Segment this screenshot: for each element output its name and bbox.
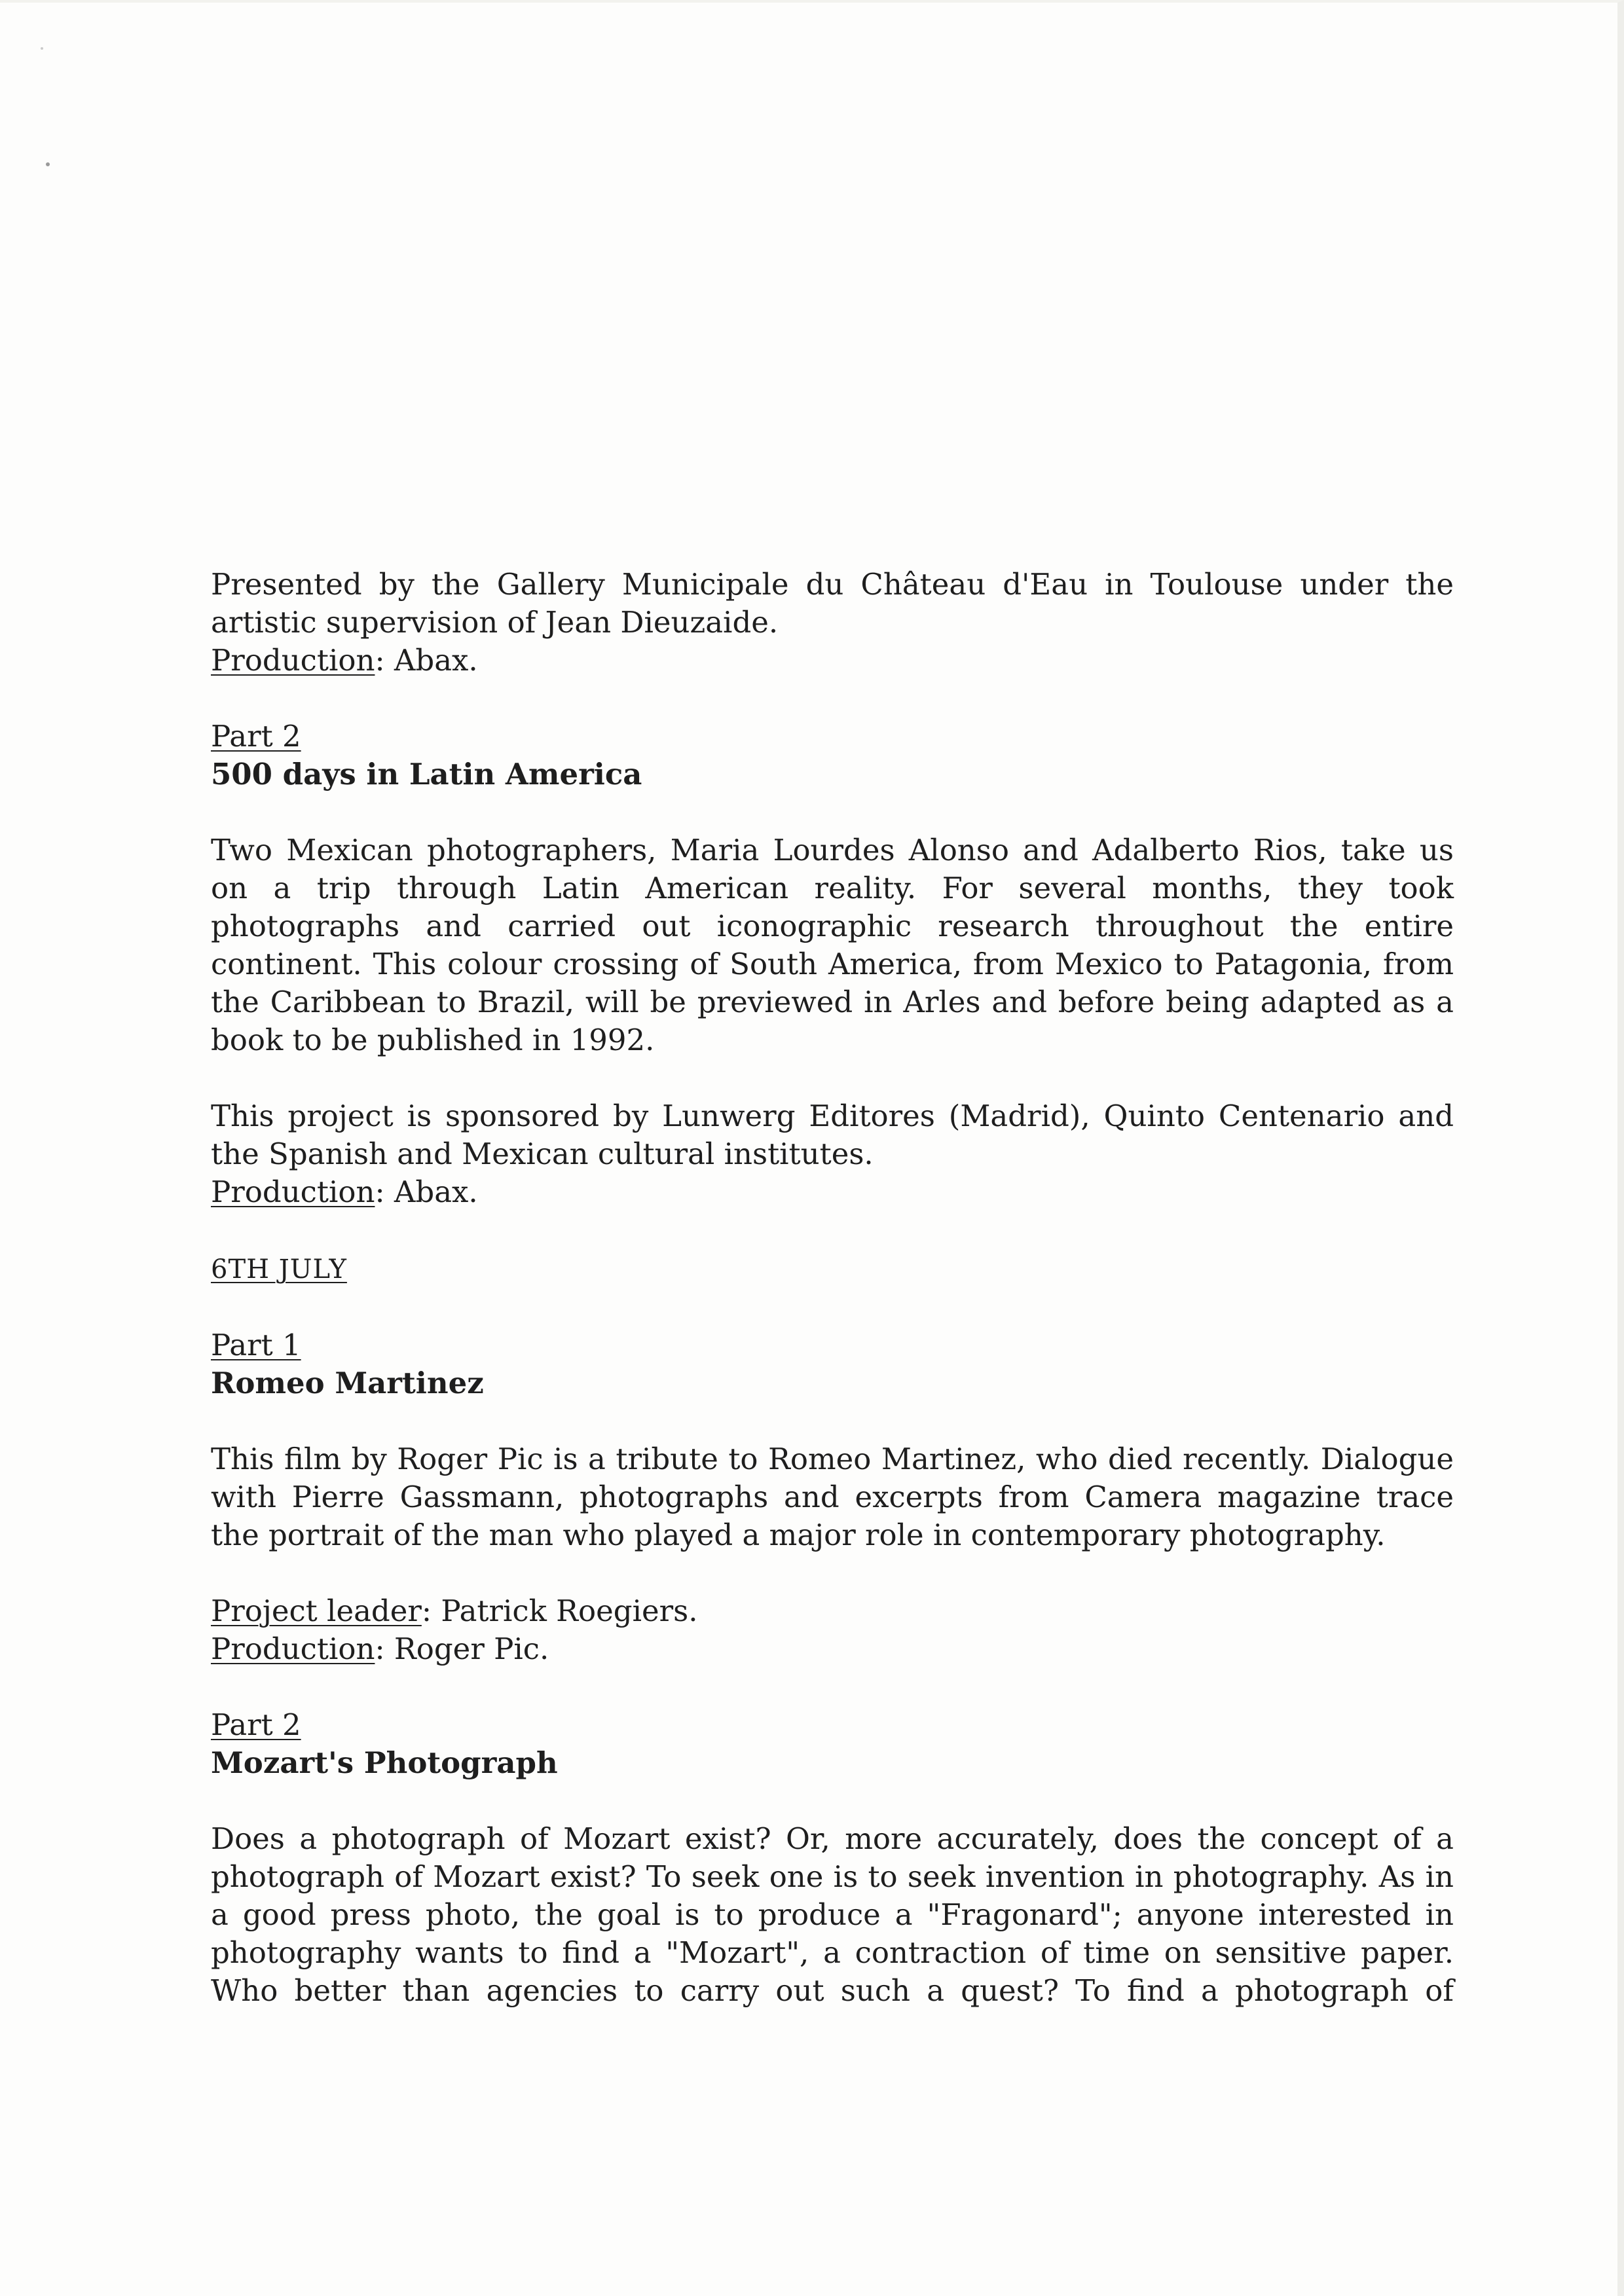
- production-line: [211, 642, 1454, 680]
- scan-speck: [46, 162, 50, 166]
- date-heading-text: 6TH JULY: [211, 1254, 347, 1285]
- part-label: [211, 718, 1454, 756]
- project-leader-value: : Patrick Roegiers.: [421, 1594, 698, 1628]
- part-label-text: Part 1: [211, 1328, 301, 1362]
- document-body: [211, 566, 1454, 2010]
- scan-speck: [41, 47, 43, 50]
- part-label: [211, 1326, 1454, 1364]
- production-line: [211, 1630, 1454, 1668]
- date-heading: [211, 1249, 1454, 1288]
- part-label: [211, 1706, 1454, 1744]
- production-value: : Roger Pic.: [375, 1631, 549, 1666]
- project-leader-line: [211, 1592, 1454, 1630]
- sponsor-paragraph: This project is sponsored by Lunwerg Editores (Madrid), Quinto Centenario and the Spanish and Mexican cultural institutes.: [211, 1099, 1454, 1171]
- section-title: Mozart's Photograph: [211, 1745, 558, 1780]
- section-title: 500 days in Latin America: [211, 757, 642, 792]
- production-label: Production: [211, 643, 375, 678]
- body-paragraph: Two Mexican photographers, Maria Lourdes Alonso and Adalberto Rios, take us on a trip through Latin American reality. For several months, they took photographs and carried out iconographic research throughout the entire continent. This colour crossing of South America, from Mexico to Patagonia, from the Caribbean to Brazil, will be previewed in Arles and before being adapted as a book to be published in 1992.: [211, 833, 1454, 1057]
- production-line: [211, 1173, 1454, 1211]
- section-title: Romeo Martinez: [211, 1366, 484, 1400]
- production-value: : Abax.: [375, 1175, 478, 1209]
- part-label-text: Part 2: [211, 1707, 301, 1742]
- body-paragraph: Does a photograph of Mozart exist? Or, more accurately, does the concept of a photograph of Mozart exist? To seek one is to seek invention in photography. As in a good press photo, the goal is to produce a "Fragonard"; anyone interested in photography wants to find a "Mozart", a contraction of time on sensitive paper. Who better than agencies to carry out such a quest? To find a photograph of: [211, 1821, 1454, 2008]
- part-label-text: Part 2: [211, 719, 301, 754]
- body-paragraph: This film by Roger Pic is a tribute to Romeo Martinez, who died recently. Dialogue with Pierre Gassmann, photographs and excerpts from Camera magazine trace the portrait of the man who played a major role in contemporary photography.: [211, 1442, 1454, 1552]
- project-leader-label: Project leader: [211, 1594, 422, 1628]
- production-label: Production: [211, 1631, 375, 1666]
- production-label: Production: [211, 1175, 375, 1209]
- presented-paragraph: Presented by the Gallery Municipale du Château d'Eau in Toulouse under the artistic supervision of Jean Dieuzaide.: [211, 567, 1454, 640]
- production-value: : Abax.: [375, 643, 478, 678]
